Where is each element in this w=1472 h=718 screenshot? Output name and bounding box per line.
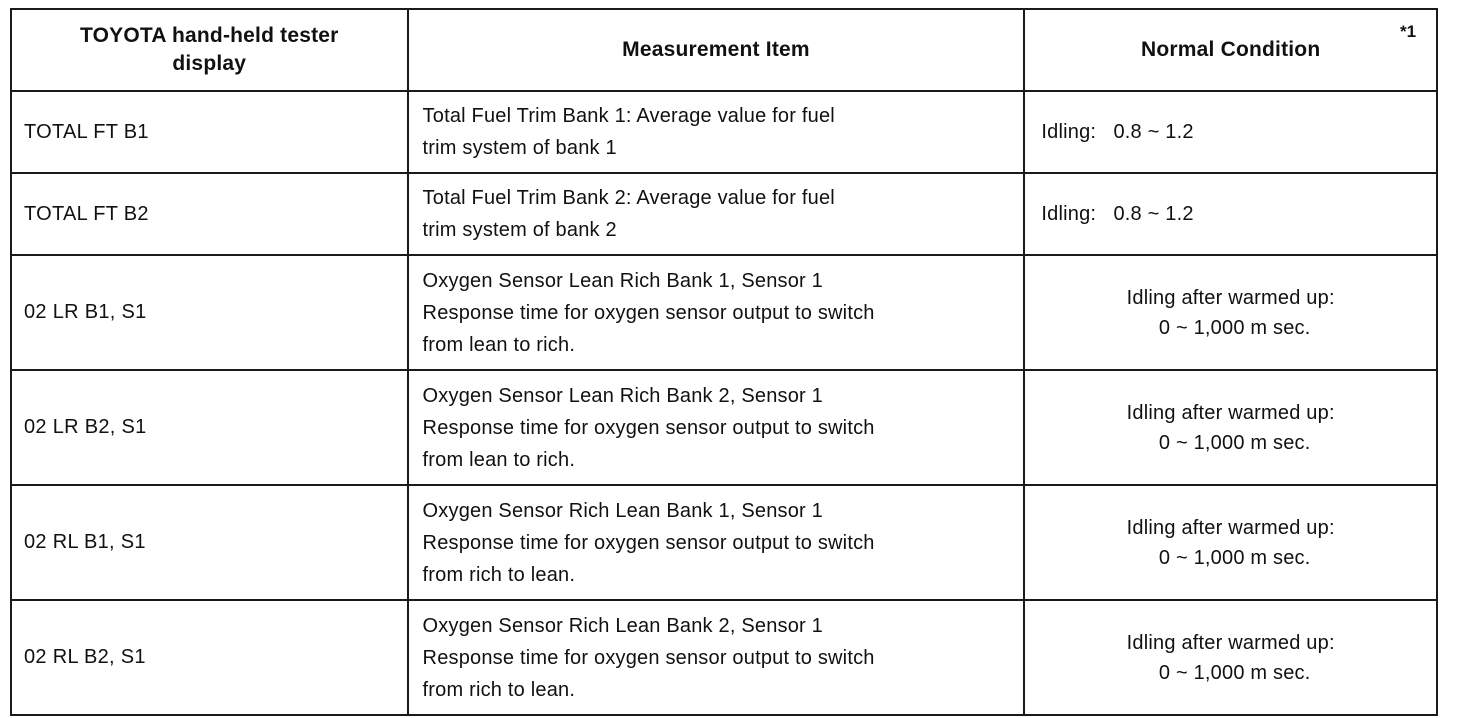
table-row [11,485,1437,600]
measurement-item-line: Response time for oxygen sensor output to switch [422,301,875,324]
header-normal-condition-label: Normal Condition [1141,38,1321,61]
cell-measurement-item [408,600,1025,715]
normal-condition-line: Idling: 0.8 ~ 1.2 [1041,121,1194,143]
table-row [11,600,1437,715]
measurement-item-line: Oxygen Sensor Lean Rich Bank 2, Sensor 1 [422,384,823,407]
measurement-item-line: Total Fuel Trim Bank 1: Average value for fuel [422,105,835,127]
measurement-item-line: from rich to lean. [422,678,576,701]
header-tester-display [11,9,408,91]
table-header-row [11,9,1437,91]
measurement-item-line: Response time for oxygen sensor output to switch [422,531,875,554]
measurement-item-line: Total Fuel Trim Bank 2: Average value for fuel [422,187,835,209]
cell-measurement-item [408,370,1025,485]
cell-normal-condition [1024,485,1437,600]
table-row [11,255,1437,370]
normal-condition-line: Idling after warmed up: [1126,516,1335,539]
measurement-item-line: Oxygen Sensor Lean Rich Bank 1, Sensor 1 [422,269,823,292]
normal-condition-line: 0 ~ 1,000 m sec. [1158,431,1311,454]
cell-tester-display [11,255,408,370]
measurement-item-line: Response time for oxygen sensor output to switch [422,646,875,669]
measurement-item-line: from lean to rich. [422,448,576,471]
header-normal-condition [1024,9,1437,91]
header-measurement-item [408,9,1025,91]
cell-measurement-item [408,255,1025,370]
header-tester-display-label: TOYOTA hand-held tester display [79,24,339,75]
cell-measurement-item [408,173,1025,255]
cell-normal-condition [1024,600,1437,715]
measurement-item-line: trim system of bank 2 [422,219,617,241]
cell-normal-condition [1024,370,1437,485]
footnote-marker: *1 [1400,22,1417,41]
normal-condition-line: Idling: 0.8 ~ 1.2 [1041,203,1194,225]
measurement-item-line: trim system of bank 1 [422,137,617,159]
tester-display-value: 02 LR B1, S1 [24,301,147,323]
tester-display-value: TOTAL FT B2 [24,202,149,225]
tester-display-value: 02 LR B2, S1 [24,416,147,438]
cell-tester-display [11,370,408,485]
measurement-item-line: Oxygen Sensor Rich Lean Bank 1, Sensor 1 [422,499,823,522]
normal-condition-line: 0 ~ 1,000 m sec. [1158,661,1311,684]
measurement-item-line: from lean to rich. [422,333,576,356]
cell-normal-condition [1024,91,1437,173]
cell-tester-display [11,600,408,715]
normal-condition-line: Idling after warmed up: [1126,401,1335,424]
cell-measurement-item [408,485,1025,600]
cell-normal-condition [1024,255,1437,370]
measurement-item-line: Response time for oxygen sensor output to switch [422,416,875,439]
table-row [11,91,1437,173]
normal-condition-line: 0 ~ 1,000 m sec. [1158,316,1311,339]
document-page [10,8,1462,712]
normal-condition-line: Idling after warmed up: [1126,631,1335,654]
normal-condition-line: 0 ~ 1,000 m sec. [1158,546,1311,569]
measurement-item-line: from rich to lean. [422,563,576,586]
normal-condition-line: Idling after warmed up: [1126,286,1335,309]
cell-normal-condition [1024,173,1437,255]
table-row [11,370,1437,485]
cell-tester-display [11,173,408,255]
data-list-table [10,8,1438,716]
cell-tester-display [11,91,408,173]
cell-measurement-item [408,91,1025,173]
tester-display-value: 02 RL B1, S1 [24,531,146,553]
cell-tester-display [11,485,408,600]
header-measurement-item-label: Measurement Item [622,38,810,61]
table-row [11,173,1437,255]
measurement-item-line: Oxygen Sensor Rich Lean Bank 2, Sensor 1 [422,614,823,637]
tester-display-value: TOTAL FT B1 [24,120,149,143]
tester-display-value: 02 RL B2, S1 [24,646,146,668]
